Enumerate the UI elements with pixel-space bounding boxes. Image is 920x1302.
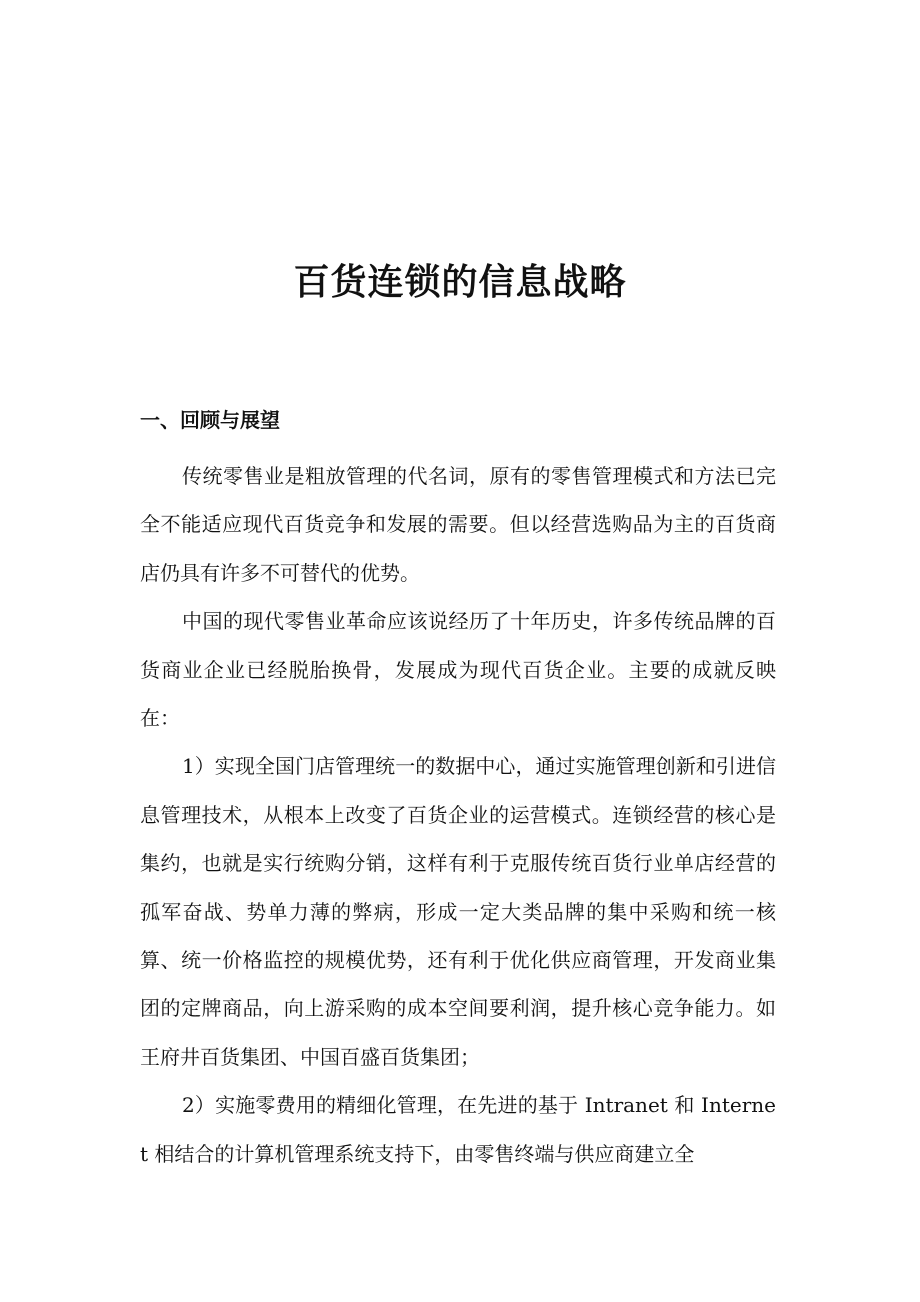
document-body [140, 452, 776, 1178]
paragraph-achievement-1: 1）实现全国门店管理统一的数据中心，通过实施管理创新和引进信息管理技术，从根本上改变了百货企业的运营模式。连锁经营的核心是集约，也就是实行统购分销，这样有利于克服传统百货行业单店经营的孤军奋战、势单力薄的弊病，形成一定大类品牌的集中采购和统一核算、统一价格监控的规模优势，还有利于优化供应商管理，开发商业集团的定牌商品，向上游采购的成本空间要利润，提升核心竞争能力。如王府井百货集团、中国百盛百货集团； [140, 754, 776, 1069]
paragraph-traditional-retail: 传统零售业是粗放管理的代名词，原有的零售管理模式和方法已完全不能适应现代百货竞争和发展的需要。但以经营选购品为主的百货商店仍具有许多不可替代的优势。 [140, 464, 776, 585]
paragraph-achievement-2: 2）实施零费用的精细化管理，在先进的基于 Intranet 和 Internet 相结合的计算机管理系统支持下，由零售终端与供应商建立全 [140, 1093, 776, 1166]
paragraph-retail-revolution: 中国的现代零售业革命应该说经历了十年历史，许多传统品牌的百货商业企业已经脱胎换骨，发展成为现代百货企业。主要的成就反映在： [140, 609, 776, 731]
document-title: 百货连锁的信息战略 [293, 261, 627, 303]
section-heading: 一、回顾与展望 [140, 408, 280, 432]
